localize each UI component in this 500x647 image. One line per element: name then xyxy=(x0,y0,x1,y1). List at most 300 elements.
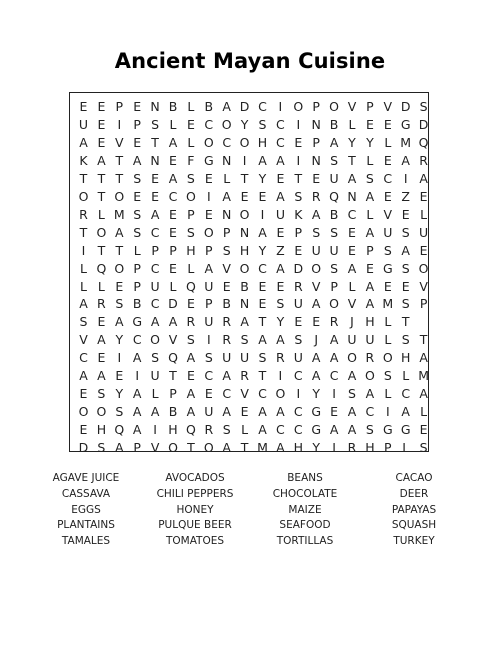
grid-letter[interactable]: A xyxy=(401,404,410,420)
grid-letter[interactable]: A xyxy=(97,368,106,384)
grid-letter[interactable]: L xyxy=(420,206,428,222)
grid-letter[interactable]: T xyxy=(97,170,106,186)
grid-letter[interactable]: P xyxy=(205,242,213,258)
grid-letter[interactable]: E xyxy=(204,386,213,402)
grid-letter[interactable]: L xyxy=(402,440,410,456)
grid-letter[interactable]: R xyxy=(79,206,88,222)
grid-letter[interactable]: I xyxy=(117,350,122,366)
grid-letter[interactable]: P xyxy=(384,440,392,456)
grid-letter[interactable]: V xyxy=(222,260,231,276)
grid-letter[interactable]: Z xyxy=(401,188,410,204)
grid-letter[interactable]: A xyxy=(150,314,160,330)
grid-letter[interactable]: A xyxy=(347,260,357,276)
grid-letter[interactable]: P xyxy=(222,224,231,240)
grid-letter[interactable]: T xyxy=(115,170,124,186)
grid-letter[interactable]: K xyxy=(79,152,88,168)
grid-letter[interactable]: R xyxy=(293,278,303,294)
grid-letter[interactable]: A xyxy=(401,242,410,258)
grid-letter[interactable]: N xyxy=(311,116,321,132)
grid-letter[interactable]: I xyxy=(117,116,122,132)
grid-letter[interactable]: C xyxy=(293,368,303,384)
grid-letter[interactable]: E xyxy=(365,116,374,132)
grid-letter[interactable]: B xyxy=(329,116,339,132)
grid-letter[interactable]: Q xyxy=(185,278,196,294)
grid-letter[interactable]: S xyxy=(186,224,195,240)
grid-letter[interactable]: N xyxy=(239,224,250,240)
grid-letter[interactable]: I xyxy=(332,386,336,402)
grid-letter[interactable]: P xyxy=(205,296,213,312)
grid-letter[interactable]: V xyxy=(150,440,160,456)
grid-letter[interactable]: E xyxy=(383,188,392,204)
grid-letter[interactable]: E xyxy=(258,188,267,204)
grid-letter[interactable]: E xyxy=(133,188,142,204)
grid-letter[interactable]: I xyxy=(206,188,211,204)
grid-letter[interactable]: E xyxy=(294,242,303,258)
grid-letter[interactable]: Y xyxy=(366,134,374,150)
grid-letter[interactable]: E xyxy=(348,224,356,240)
grid-letter[interactable]: I xyxy=(206,332,211,348)
grid-letter[interactable]: N xyxy=(239,296,250,312)
grid-letter[interactable]: L xyxy=(97,206,105,222)
grid-letter[interactable]: S xyxy=(151,350,160,366)
grid-letter[interactable]: S xyxy=(115,404,124,420)
grid-letter[interactable]: C xyxy=(150,224,160,240)
grid-letter[interactable]: K xyxy=(294,206,303,222)
grid-letter[interactable]: N xyxy=(222,152,232,168)
grid-letter[interactable]: E xyxy=(419,242,428,258)
grid-letter[interactable]: D xyxy=(78,440,89,456)
grid-letter[interactable]: E xyxy=(151,170,160,186)
grid-letter[interactable]: U xyxy=(204,278,214,294)
grid-letter[interactable]: R xyxy=(419,152,428,168)
grid-letter[interactable]: I xyxy=(242,152,247,168)
grid-letter[interactable]: S xyxy=(186,332,195,348)
grid-letter[interactable]: A xyxy=(186,386,196,402)
grid-letter[interactable]: G xyxy=(311,404,322,420)
grid-letter[interactable]: A xyxy=(276,188,285,204)
grid-letter[interactable]: D xyxy=(293,260,304,276)
grid-letter[interactable]: S xyxy=(151,116,160,132)
grid-letter[interactable]: T xyxy=(258,368,267,384)
grid-letter[interactable]: R xyxy=(204,422,214,438)
grid-letter[interactable]: Q xyxy=(418,134,429,150)
grid-letter[interactable]: U xyxy=(240,350,250,366)
grid-letter[interactable]: B xyxy=(204,99,214,114)
grid-letter[interactable]: A xyxy=(186,404,196,420)
grid-letter[interactable]: I xyxy=(296,386,301,402)
grid-letter[interactable]: I xyxy=(332,440,336,456)
grid-letter[interactable]: Q xyxy=(168,350,178,366)
grid-letter[interactable]: A xyxy=(150,206,160,222)
grid-letter[interactable]: A xyxy=(365,386,375,402)
grid-letter[interactable]: S xyxy=(330,224,339,240)
grid-letter[interactable]: V xyxy=(79,332,88,348)
grid-letter[interactable]: I xyxy=(81,242,86,258)
grid-letter[interactable]: E xyxy=(419,188,428,204)
grid-letter[interactable]: J xyxy=(350,314,354,330)
grid-letter[interactable]: C xyxy=(258,99,267,114)
grid-letter[interactable]: C xyxy=(383,170,393,186)
grid-letter[interactable]: R xyxy=(222,314,232,330)
grid-letter[interactable]: O xyxy=(329,99,340,114)
grid-letter[interactable]: L xyxy=(80,278,87,294)
grid-letter[interactable]: P xyxy=(187,206,195,222)
grid-letter[interactable]: T xyxy=(419,332,428,348)
grid-letter[interactable]: E xyxy=(240,188,249,204)
grid-letter[interactable]: A xyxy=(329,134,339,150)
grid-letter[interactable]: L xyxy=(402,368,410,384)
grid-letter[interactable]: O xyxy=(329,296,340,312)
grid-letter[interactable]: E xyxy=(240,404,249,420)
grid-letter[interactable]: E xyxy=(330,404,339,420)
grid-letter[interactable]: E xyxy=(115,368,124,384)
grid-letter[interactable]: L xyxy=(187,134,195,150)
grid-letter[interactable]: S xyxy=(365,170,374,186)
grid-letter[interactable]: A xyxy=(365,188,375,204)
grid-letter[interactable]: S xyxy=(383,368,392,384)
grid-letter[interactable]: S xyxy=(276,296,285,312)
grid-letter[interactable]: T xyxy=(169,368,177,384)
grid-letter[interactable]: I xyxy=(296,152,301,168)
grid-letter[interactable]: R xyxy=(276,350,285,366)
grid-letter[interactable]: V xyxy=(347,296,357,312)
grid-letter[interactable]: Y xyxy=(258,242,267,258)
grid-letter[interactable]: U xyxy=(365,332,375,348)
grid-letter[interactable]: A xyxy=(311,368,321,384)
grid-letter[interactable]: U xyxy=(150,278,160,294)
grid-letter[interactable]: T xyxy=(115,152,124,168)
grid-letter[interactable]: S xyxy=(383,242,392,258)
grid-letter[interactable]: A xyxy=(258,422,267,438)
grid-letter[interactable]: A xyxy=(311,296,321,312)
grid-letter[interactable]: C xyxy=(258,386,267,402)
grid-letter[interactable]: H xyxy=(293,440,303,456)
grid-letter[interactable]: L xyxy=(133,242,141,258)
grid-letter[interactable]: A xyxy=(97,332,106,348)
grid-letter[interactable]: S xyxy=(79,314,88,330)
grid-letter[interactable]: S xyxy=(204,350,213,366)
grid-letter[interactable]: S xyxy=(348,386,356,402)
grid-letter[interactable]: O xyxy=(78,404,89,420)
grid-letter[interactable]: H xyxy=(96,422,107,438)
grid-letter[interactable]: A xyxy=(168,170,178,186)
grid-letter[interactable]: C xyxy=(276,116,285,132)
grid-letter[interactable]: A xyxy=(258,332,267,348)
grid-letter[interactable]: T xyxy=(240,170,249,186)
grid-letter[interactable]: A xyxy=(311,350,321,366)
grid-letter[interactable]: S xyxy=(294,332,303,348)
grid-letter[interactable]: A xyxy=(79,368,88,384)
grid-letter[interactable]: O xyxy=(221,116,232,132)
grid-letter[interactable]: A xyxy=(329,350,339,366)
grid-letter[interactable]: P xyxy=(133,116,141,132)
grid-letter[interactable]: C xyxy=(79,350,88,366)
grid-letter[interactable]: A xyxy=(79,296,88,312)
grid-letter[interactable]: H xyxy=(239,242,250,258)
grid-letter[interactable]: S xyxy=(330,152,339,168)
grid-letter[interactable]: P xyxy=(169,386,177,402)
grid-letter[interactable]: A xyxy=(276,152,285,168)
grid-letter[interactable]: D xyxy=(168,296,178,312)
grid-letter[interactable]: U xyxy=(383,224,393,240)
grid-letter[interactable]: E xyxy=(383,116,392,132)
grid-letter[interactable]: H xyxy=(400,350,411,366)
grid-letter[interactable]: P xyxy=(366,99,374,114)
grid-letter[interactable]: T xyxy=(79,170,88,186)
grid-letter[interactable]: O xyxy=(364,368,375,384)
grid-letter[interactable]: E xyxy=(186,296,195,312)
grid-letter[interactable]: S xyxy=(133,206,142,222)
grid-letter[interactable]: Z xyxy=(276,242,285,258)
grid-letter[interactable]: S xyxy=(133,170,142,186)
grid-letter[interactable]: O xyxy=(347,350,357,366)
grid-letter[interactable]: E xyxy=(401,278,410,294)
grid-letter[interactable]: A xyxy=(276,260,285,276)
grid-letter[interactable]: U xyxy=(204,314,214,330)
grid-letter[interactable]: T xyxy=(79,224,88,240)
grid-letter[interactable]: C xyxy=(293,404,303,420)
grid-letter[interactable]: E xyxy=(383,152,392,168)
grid-letter[interactable]: I xyxy=(153,422,157,438)
grid-letter[interactable]: C xyxy=(329,368,339,384)
grid-letter[interactable]: O xyxy=(168,440,178,456)
grid-letter[interactable]: U xyxy=(311,242,321,258)
grid-letter[interactable]: A xyxy=(419,350,428,366)
grid-letter[interactable]: A xyxy=(115,314,124,330)
grid-letter[interactable]: S xyxy=(401,224,410,240)
grid-letter[interactable]: S xyxy=(401,296,410,312)
grid-letter[interactable]: A xyxy=(222,404,231,420)
grid-letter[interactable]: A xyxy=(258,404,267,420)
grid-letter[interactable]: Q xyxy=(96,260,107,276)
grid-letter[interactable]: B xyxy=(168,404,178,420)
grid-letter[interactable]: E xyxy=(294,314,303,330)
grid-letter[interactable]: V xyxy=(383,99,393,114)
grid-letter[interactable]: E xyxy=(276,170,285,186)
grid-letter[interactable]: O xyxy=(382,350,393,366)
grid-letter[interactable]: T xyxy=(258,314,267,330)
grid-letter[interactable]: S xyxy=(258,350,267,366)
grid-letter[interactable]: N xyxy=(347,188,357,204)
grid-letter[interactable]: A xyxy=(258,224,267,240)
grid-letter[interactable]: O xyxy=(418,260,429,276)
grid-letter[interactable]: V xyxy=(240,386,249,402)
grid-letter[interactable]: G xyxy=(400,116,411,132)
grid-letter[interactable]: E xyxy=(276,224,285,240)
grid-letter[interactable]: C xyxy=(222,134,232,150)
grid-letter[interactable]: S xyxy=(419,99,428,114)
grid-letter[interactable]: E xyxy=(258,296,267,312)
grid-letter[interactable]: E xyxy=(133,99,142,114)
grid-letter[interactable]: U xyxy=(293,296,303,312)
grid-letter[interactable]: R xyxy=(347,440,357,456)
grid-letter[interactable]: E xyxy=(383,278,392,294)
grid-letter[interactable]: R xyxy=(240,368,249,384)
grid-letter[interactable]: V xyxy=(311,278,321,294)
grid-letter[interactable]: C xyxy=(347,206,357,222)
grid-letter[interactable]: E xyxy=(222,278,231,294)
grid-letter[interactable]: E xyxy=(79,99,88,114)
grid-letter[interactable]: T xyxy=(187,440,195,456)
grid-letter[interactable]: A xyxy=(132,350,142,366)
grid-letter[interactable]: S xyxy=(186,170,195,186)
grid-letter[interactable]: H xyxy=(365,440,375,456)
grid-letter[interactable]: D xyxy=(418,116,429,132)
grid-letter[interactable]: A xyxy=(276,332,285,348)
grid-letter[interactable]: Q xyxy=(114,422,125,438)
grid-letter[interactable]: A xyxy=(186,350,196,366)
grid-letter[interactable]: A xyxy=(347,368,357,384)
grid-letter[interactable]: I xyxy=(385,404,390,420)
grid-letter[interactable]: T xyxy=(151,134,159,150)
grid-letter[interactable]: A xyxy=(347,170,357,186)
grid-letter[interactable]: V xyxy=(347,99,357,114)
grid-letter[interactable]: I xyxy=(403,170,408,186)
grid-letter[interactable]: B xyxy=(132,296,142,312)
grid-letter[interactable]: L xyxy=(348,278,356,294)
grid-letter[interactable]: L xyxy=(223,170,231,186)
grid-letter[interactable]: M xyxy=(382,296,394,312)
grid-letter[interactable]: M xyxy=(113,206,125,222)
grid-letter[interactable]: U xyxy=(419,224,429,240)
grid-letter[interactable]: P xyxy=(366,242,374,258)
grid-letter[interactable]: A xyxy=(132,386,142,402)
grid-letter[interactable]: S xyxy=(97,386,106,402)
grid-letter[interactable]: C xyxy=(276,422,285,438)
grid-letter[interactable]: G xyxy=(311,422,322,438)
grid-letter[interactable]: L xyxy=(169,278,177,294)
grid-letter[interactable]: O xyxy=(203,134,214,150)
grid-letter[interactable]: N xyxy=(222,206,232,222)
grid-letter[interactable]: Q xyxy=(185,422,196,438)
grid-letter[interactable]: H xyxy=(186,242,196,258)
grid-letter[interactable]: L xyxy=(187,99,195,114)
grid-letter[interactable]: M xyxy=(418,368,429,384)
grid-letter[interactable]: U xyxy=(222,350,232,366)
grid-letter[interactable]: E xyxy=(258,278,267,294)
grid-letter[interactable]: A xyxy=(401,152,410,168)
grid-letter[interactable]: L xyxy=(169,116,177,132)
grid-letter[interactable]: E xyxy=(79,422,88,438)
grid-letter[interactable]: I xyxy=(278,368,283,384)
grid-letter[interactable]: E xyxy=(276,278,285,294)
grid-letter[interactable]: A xyxy=(419,386,428,402)
grid-letter[interactable]: C xyxy=(293,422,303,438)
grid-letter[interactable]: E xyxy=(186,116,195,132)
grid-letter[interactable]: A xyxy=(115,224,124,240)
grid-letter[interactable]: U xyxy=(329,242,339,258)
grid-letter[interactable]: I xyxy=(296,116,301,132)
grid-letter[interactable]: O xyxy=(96,404,107,420)
grid-letter[interactable]: P xyxy=(312,134,320,150)
grid-letter[interactable]: R xyxy=(186,314,196,330)
grid-letter[interactable]: E xyxy=(151,188,160,204)
grid-letter[interactable]: L xyxy=(384,314,392,330)
grid-letter[interactable]: A xyxy=(329,332,339,348)
grid-letter[interactable]: E xyxy=(294,134,303,150)
grid-letter[interactable]: L xyxy=(366,206,374,222)
grid-letter[interactable]: P xyxy=(294,224,303,240)
grid-letter[interactable]: V xyxy=(419,278,428,294)
grid-letter[interactable]: S xyxy=(133,224,142,240)
grid-letter[interactable]: E xyxy=(312,314,321,330)
grid-letter[interactable]: O xyxy=(114,260,125,276)
grid-letter[interactable]: R xyxy=(329,314,339,330)
grid-letter[interactable]: U xyxy=(204,404,214,420)
grid-letter[interactable]: J xyxy=(314,332,319,348)
grid-letter[interactable]: S xyxy=(312,224,321,240)
grid-letter[interactable]: Y xyxy=(115,332,124,348)
grid-letter[interactable]: C xyxy=(222,386,232,402)
grid-letter[interactable]: E xyxy=(186,368,195,384)
grid-letter[interactable]: A xyxy=(204,260,214,276)
grid-letter[interactable]: E xyxy=(97,116,106,132)
grid-letter[interactable]: P xyxy=(133,260,141,276)
grid-letter[interactable]: S xyxy=(294,188,303,204)
grid-letter[interactable]: Y xyxy=(115,386,124,402)
grid-letter[interactable]: G xyxy=(203,152,214,168)
grid-letter[interactable]: L xyxy=(384,134,392,150)
grid-letter[interactable]: O xyxy=(203,224,214,240)
grid-letter[interactable]: E xyxy=(79,386,88,402)
grid-letter[interactable]: A xyxy=(347,404,357,420)
grid-letter[interactable]: E xyxy=(97,350,106,366)
grid-letter[interactable]: L xyxy=(151,386,159,402)
grid-letter[interactable]: T xyxy=(97,242,106,258)
grid-letter[interactable]: A xyxy=(347,422,357,438)
grid-letter[interactable]: O xyxy=(239,206,250,222)
grid-letter[interactable]: E xyxy=(169,224,177,240)
grid-letter[interactable]: L xyxy=(384,386,392,402)
grid-letter[interactable]: L xyxy=(384,332,392,348)
grid-letter[interactable]: B xyxy=(222,296,231,312)
grid-letter[interactable]: V xyxy=(115,134,124,150)
grid-letter[interactable]: S xyxy=(419,440,428,456)
grid-letter[interactable]: C xyxy=(168,188,178,204)
grid-letter[interactable]: L xyxy=(97,278,105,294)
grid-letter[interactable]: A xyxy=(276,404,285,420)
grid-letter[interactable]: P xyxy=(312,99,320,114)
grid-letter[interactable]: E xyxy=(348,242,356,258)
grid-letter[interactable]: A xyxy=(365,296,375,312)
grid-letter[interactable]: A xyxy=(97,152,106,168)
grid-letter[interactable]: S xyxy=(115,296,124,312)
grid-letter[interactable]: O xyxy=(275,386,286,402)
grid-letter[interactable]: B xyxy=(329,206,339,222)
grid-letter[interactable]: N xyxy=(311,152,321,168)
grid-letter[interactable]: Y xyxy=(312,440,320,456)
grid-letter[interactable]: Y xyxy=(258,170,267,186)
grid-letter[interactable]: N xyxy=(150,99,160,114)
grid-letter[interactable]: Y xyxy=(312,386,320,402)
grid-letter[interactable]: U xyxy=(150,368,160,384)
grid-letter[interactable]: A xyxy=(276,440,285,456)
grid-letter[interactable]: G xyxy=(382,422,393,438)
grid-letter[interactable]: C xyxy=(276,134,285,150)
grid-letter[interactable]: E xyxy=(115,278,124,294)
grid-letter[interactable]: L xyxy=(420,404,428,420)
grid-letter[interactable]: A xyxy=(365,224,375,240)
grid-letter[interactable]: C xyxy=(204,368,214,384)
grid-letter[interactable]: I xyxy=(260,206,265,222)
grid-letter[interactable]: A xyxy=(240,314,249,330)
grid-letter[interactable]: E xyxy=(169,152,177,168)
grid-letter[interactable]: T xyxy=(401,314,410,330)
grid-letter[interactable]: A xyxy=(132,422,142,438)
grid-letter[interactable]: U xyxy=(329,170,339,186)
grid-letter[interactable]: S xyxy=(240,332,249,348)
grid-letter[interactable]: A xyxy=(222,368,231,384)
